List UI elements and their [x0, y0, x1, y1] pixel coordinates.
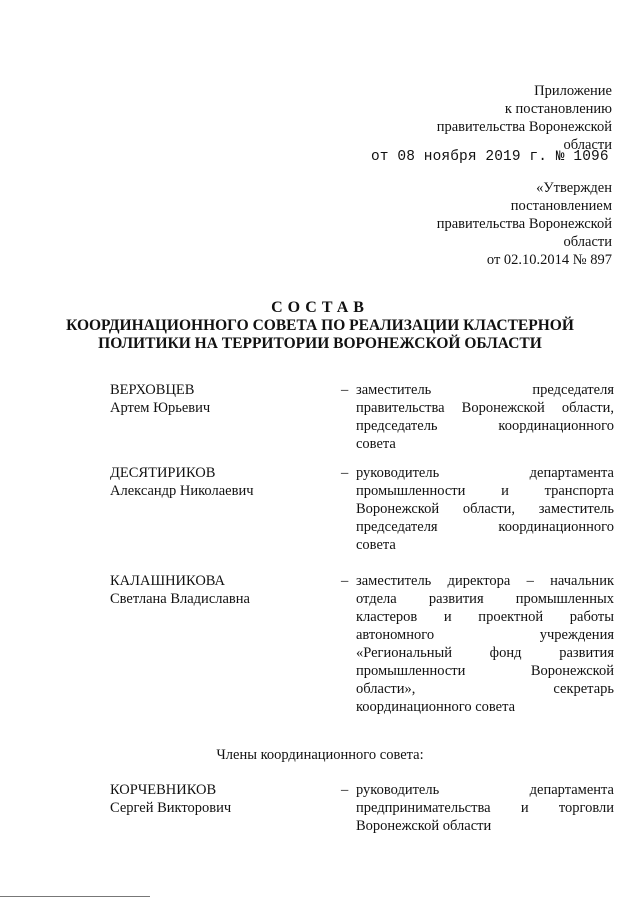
member-role — [356, 464, 614, 554]
dash-separator: – — [341, 782, 349, 798]
role-line: заместитель председателя — [356, 382, 614, 398]
role-line: руководитель департамента — [356, 782, 614, 798]
member-name — [110, 781, 330, 817]
role-line: промышленности и транспорта — [356, 483, 614, 499]
member-role — [356, 572, 614, 716]
role-line: автономного учреждения — [356, 627, 614, 643]
approved-line: от 02.10.2014 № 897 — [486, 252, 612, 268]
document-title-line: ПОЛИТИКИ НА ТЕРРИТОРИИ ВОРОНЕЖСКОЙ ОБЛАСТИ — [98, 335, 542, 352]
dash-separator: – — [341, 573, 349, 589]
member-given-names: Артем Юрьевич — [110, 400, 211, 416]
decree-date-stamp: от 08 ноября 2019 г. № 1096 — [371, 149, 609, 165]
role-line: области», секретарь — [356, 681, 614, 697]
approved-line: постановлением — [510, 198, 612, 214]
role-line: правительства Воронежской области, — [356, 400, 614, 416]
approved-line: области — [563, 234, 612, 250]
role-line: заместитель директора – начальник — [356, 573, 614, 589]
member-surname: КОРЧЕВНИКОВ — [110, 782, 217, 798]
role-line: «Региональный фонд развития — [356, 645, 614, 661]
document-title-line: КООРДИНАЦИОННОГО СОВЕТА ПО РЕАЛИЗАЦИИ КЛАСТЕРНОЙ — [66, 317, 574, 334]
role-line: руководитель департамента — [356, 465, 614, 481]
appendix-line: к постановлению — [504, 101, 612, 117]
member-given-names: Александр Николаевич — [110, 483, 254, 499]
members-section-heading: Члены координационного совета: — [216, 747, 424, 763]
appendix-line: Приложение — [534, 83, 612, 99]
page-edge-rule — [0, 896, 150, 897]
role-line: председатель координационного — [356, 418, 614, 434]
member-surname: КАЛАШНИКОВА — [110, 573, 226, 589]
member-name — [110, 381, 330, 417]
member-name — [110, 464, 330, 500]
member-given-names: Светлана Владиславна — [110, 591, 250, 607]
appendix-line: области — [563, 137, 612, 153]
approved-line: «Утвержден — [536, 180, 612, 196]
document-title-word: СОСТАВ — [271, 299, 369, 316]
role-line: председателя координационного — [356, 519, 614, 535]
role-line: предпринимательства и торговли — [356, 800, 614, 816]
appendix-line: правительства Воронежской — [436, 119, 612, 135]
member-given-names: Сергей Викторович — [110, 800, 232, 816]
role-line: совета — [356, 436, 396, 452]
member-name — [110, 572, 330, 608]
appendix-note — [437, 82, 612, 154]
approved-note — [437, 179, 612, 269]
approved-line: правительства Воронежской — [436, 216, 612, 232]
role-line: Воронежской области, заместитель — [356, 501, 614, 517]
dash-separator: – — [341, 465, 349, 481]
member-role — [356, 781, 614, 835]
member-surname: ДЕСЯТИРИКОВ — [110, 465, 216, 481]
role-line: промышленности Воронежской — [356, 663, 614, 679]
member-role — [356, 381, 614, 453]
role-line: совета — [356, 537, 396, 553]
role-line: кластеров и проектной работы — [356, 609, 614, 625]
member-surname: ВЕРХОВЦЕВ — [110, 382, 195, 398]
role-line: координационного совета — [356, 699, 516, 715]
dash-separator: – — [341, 382, 349, 398]
role-line: Воронежской области — [356, 818, 492, 834]
role-line: отдела развития промышленных — [356, 591, 614, 607]
